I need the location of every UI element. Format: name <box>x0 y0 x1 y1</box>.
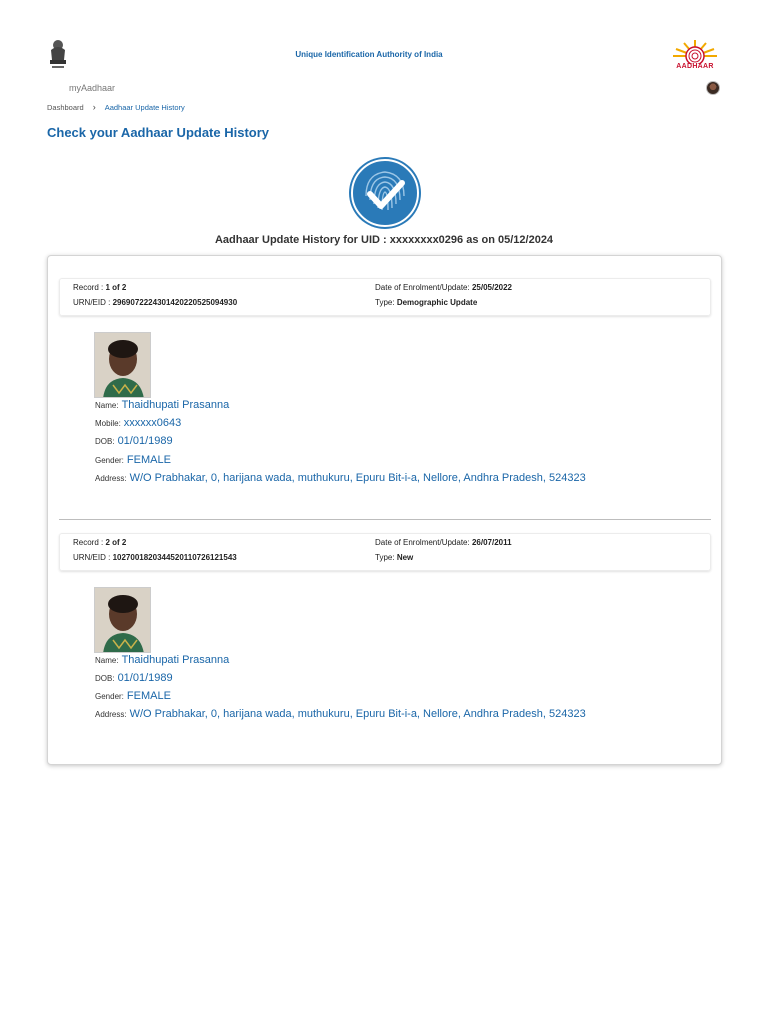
name-label: Name: <box>95 656 119 665</box>
record-label: Record : <box>73 283 104 292</box>
record-divider <box>59 519 711 520</box>
record-header <box>59 278 711 316</box>
address-field <box>95 708 586 720</box>
mobile-field <box>95 417 181 429</box>
date-value: 26/07/2011 <box>471 538 512 547</box>
dob-value: 01/01/1989 <box>117 435 173 447</box>
name-value: Thaidhupati Prasanna <box>121 399 230 411</box>
type-value: Demographic Update <box>396 298 478 307</box>
address-field <box>95 472 586 484</box>
name-field <box>95 399 229 411</box>
record-label: Record : <box>73 538 104 547</box>
history-card <box>47 255 722 765</box>
urn-label: URN/EID : <box>73 553 111 562</box>
dob-value: 01/01/1989 <box>117 672 173 684</box>
aadhaar-logo <box>668 38 722 72</box>
organization-title: Unique Identification Authority of India <box>295 50 443 59</box>
address-label: Address: <box>95 710 127 719</box>
dob-label: DOB: <box>95 437 115 446</box>
date-label: Date of Enrolment/Update: <box>375 283 470 292</box>
type-value: New <box>396 553 414 562</box>
mobile-value: xxxxxx0643 <box>123 417 182 429</box>
dob-field <box>95 435 173 447</box>
page-title: Check your Aadhaar Update History <box>47 125 270 140</box>
date-value: 25/05/2022 <box>471 283 512 292</box>
address-value: W/O Prabhakar, 0, harijana wada, muthukuru, Epuru Bit-i-a, Nellore, Andhra Pradesh, 524323 <box>129 708 586 720</box>
urn-label: URN/EID : <box>73 298 111 307</box>
date-label: Date of Enrolment/Update: <box>375 538 470 547</box>
type-label: Type: <box>375 298 395 307</box>
name-value: Thaidhupati Prasanna <box>121 654 230 666</box>
gender-field <box>95 690 171 702</box>
gender-label: Gender: <box>95 692 124 701</box>
breadcrumb <box>47 102 185 112</box>
name-label: Name: <box>95 401 119 410</box>
gender-value: FEMALE <box>126 454 171 466</box>
dob-field <box>95 672 173 684</box>
resident-photo <box>94 332 151 398</box>
mobile-label: Mobile: <box>95 419 121 428</box>
app-name[interactable]: myAadhaar <box>69 83 116 93</box>
address-value: W/O Prabhakar, 0, harijana wada, muthukuru, Epuru Bit-i-a, Nellore, Andhra Pradesh, 524323 <box>129 472 586 484</box>
record-number: 2 of 2 <box>105 538 127 547</box>
dob-label: DOB: <box>95 674 115 683</box>
type-label: Type: <box>375 553 395 562</box>
breadcrumb-current[interactable]: Aadhaar Update History <box>104 102 185 112</box>
record-header <box>59 533 711 571</box>
chevron-right-icon: › <box>92 102 96 112</box>
urn-value: 2969072224301420220525094930 <box>112 298 238 307</box>
breadcrumb-dashboard-link[interactable]: Dashboard <box>47 102 84 112</box>
urn-value: 1027001820344520110726121543 <box>112 553 237 562</box>
user-avatar[interactable] <box>706 81 720 95</box>
aadhaar-logo-text: AADHAAR <box>676 63 714 70</box>
gender-label: Gender: <box>95 456 124 465</box>
verified-fingerprint-check-icon <box>346 156 424 230</box>
gender-field <box>95 454 171 466</box>
history-heading: Aadhaar Update History for UID : xxxxxxxx0296 as on 05/12/2024 <box>214 234 554 246</box>
gender-value: FEMALE <box>126 690 171 702</box>
record-number: 1 of 2 <box>105 283 127 292</box>
address-label: Address: <box>95 474 127 483</box>
resident-photo <box>94 587 151 653</box>
name-field <box>95 654 229 666</box>
